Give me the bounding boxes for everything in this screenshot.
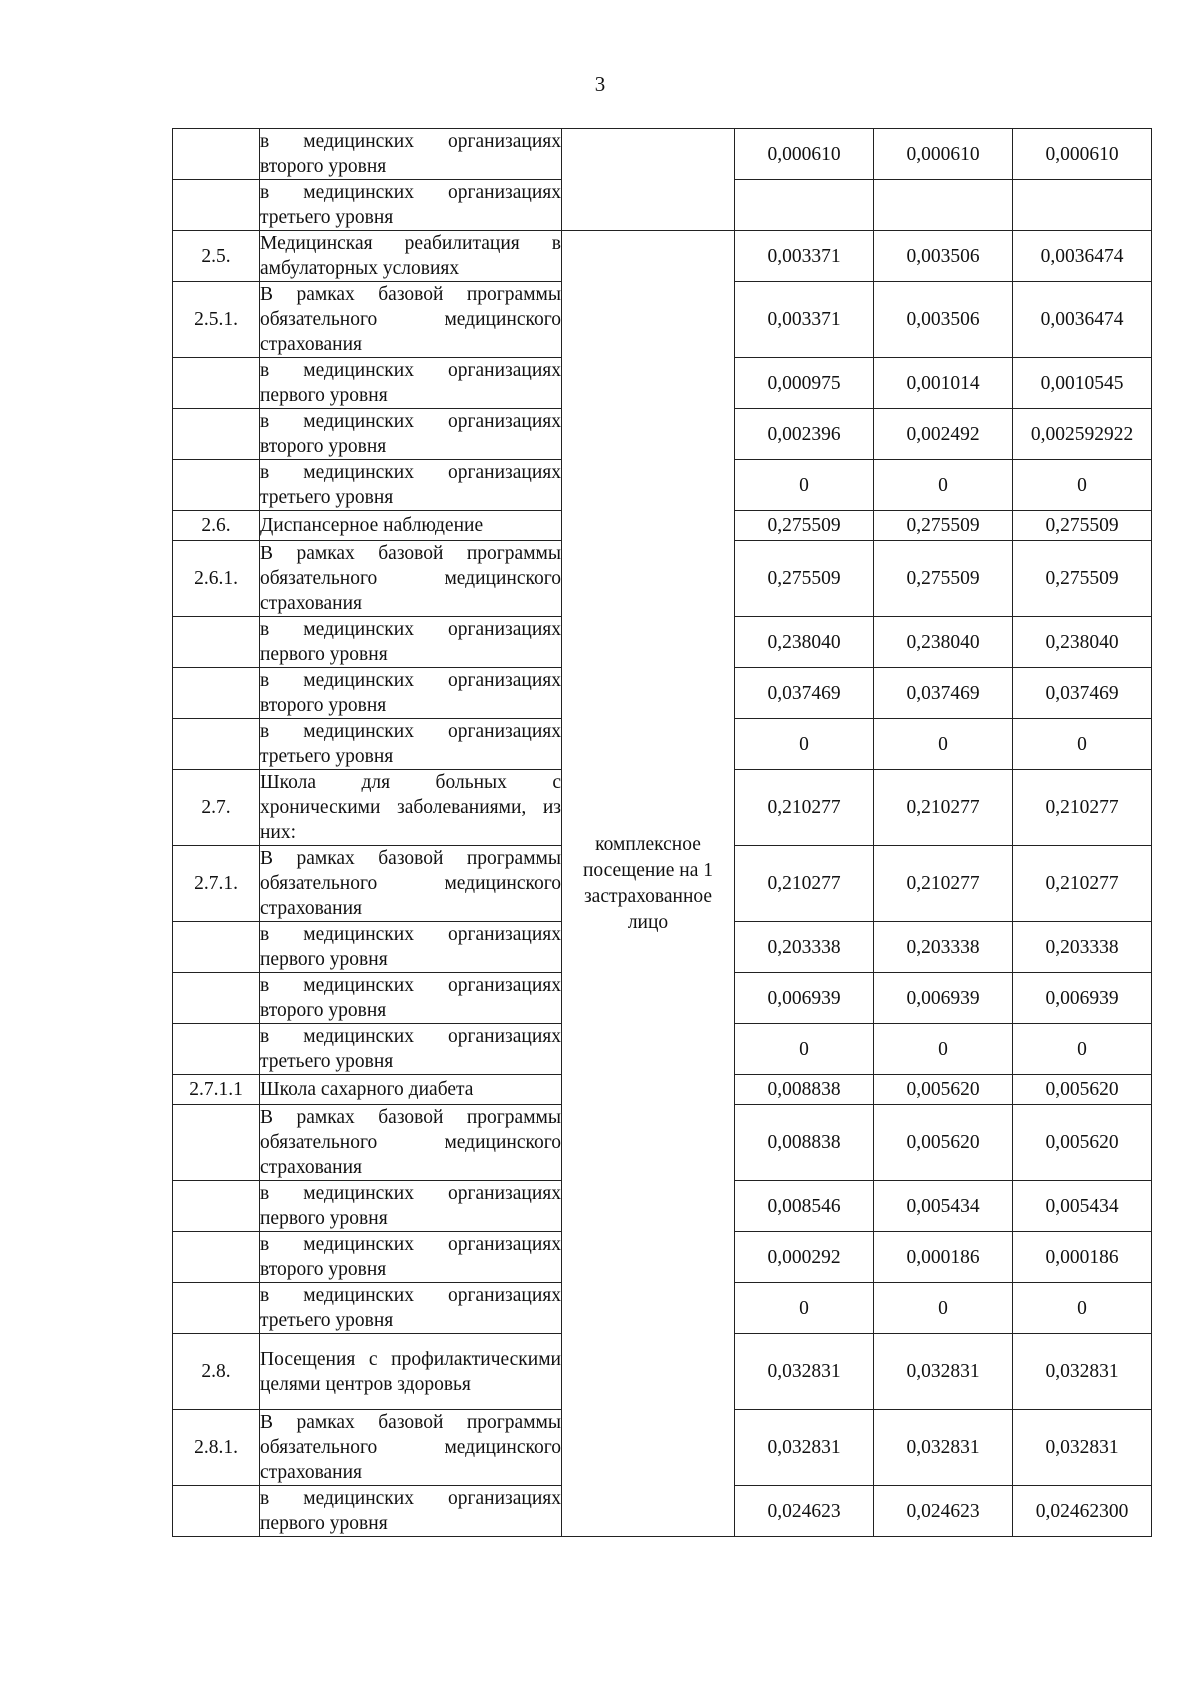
value-year-2: 0,024623 xyxy=(874,1486,1013,1537)
value-year-2: 0 xyxy=(874,1283,1013,1334)
value-year-3: 0,210277 xyxy=(1013,846,1152,922)
value-year-2: 0 xyxy=(874,719,1013,770)
unit-cell-empty xyxy=(562,129,735,231)
value-year-1: 0,032831 xyxy=(735,1334,874,1410)
row-number xyxy=(173,409,260,460)
value-year-3: 0,203338 xyxy=(1013,922,1152,973)
row-number xyxy=(173,668,260,719)
value-year-3: 0,006939 xyxy=(1013,973,1152,1024)
row-name: Школа сахарного диабета xyxy=(260,1075,562,1105)
row-number: 2.5.1. xyxy=(173,282,260,358)
value-year-1: 0 xyxy=(735,1283,874,1334)
value-year-2: 0,210277 xyxy=(874,770,1013,846)
value-year-1: 0,203338 xyxy=(735,922,874,973)
value-year-2: 0,003506 xyxy=(874,282,1013,358)
value-year-2: 0,005434 xyxy=(874,1181,1013,1232)
row-number xyxy=(173,1181,260,1232)
page-number: 3 xyxy=(594,72,606,96)
row-name: в медицинских организациях первого уровня xyxy=(260,617,562,668)
value-year-2: 0,203338 xyxy=(874,922,1013,973)
row-name: в медицинских организациях первого уровня xyxy=(260,1181,562,1232)
row-name: в медицинских организациях первого уровня xyxy=(260,358,562,409)
value-year-2: 0,238040 xyxy=(874,617,1013,668)
value-year-2: 0,000186 xyxy=(874,1232,1013,1283)
value-year-1: 0,006939 xyxy=(735,973,874,1024)
value-year-1: 0,275509 xyxy=(735,511,874,541)
value-year-3: 0,005434 xyxy=(1013,1181,1152,1232)
value-year-3: 0,005620 xyxy=(1013,1075,1152,1105)
value-year-3: 0,032831 xyxy=(1013,1334,1152,1410)
row-name: в медицинских организациях третьего уровня xyxy=(260,719,562,770)
value-year-1: 0,000975 xyxy=(735,358,874,409)
value-year-1: 0,032831 xyxy=(735,1410,874,1486)
value-year-3: 0,275509 xyxy=(1013,511,1152,541)
value-year-3: 0,002592922 xyxy=(1013,409,1152,460)
row-name: в медицинских организациях второго уровня xyxy=(260,1232,562,1283)
row-name: В рамках базовой программы обязательного медицинского страхования xyxy=(260,846,562,922)
value-year-1: 0,210277 xyxy=(735,770,874,846)
row-name: В рамках базовой программы обязательного медицинского страхования xyxy=(260,1410,562,1486)
value-year-2: 0,003506 xyxy=(874,231,1013,282)
value-year-2: 0,002492 xyxy=(874,409,1013,460)
value-year-3: 0 xyxy=(1013,719,1152,770)
table-row xyxy=(173,231,1152,282)
row-number xyxy=(173,1024,260,1075)
value-year-3: 0,02462300 xyxy=(1013,1486,1152,1537)
value-year-3 xyxy=(1013,180,1152,231)
value-year-2: 0,275509 xyxy=(874,511,1013,541)
value-year-3: 0,210277 xyxy=(1013,770,1152,846)
row-name: В рамках базовой программы обязательного медицинского страхования xyxy=(260,541,562,617)
row-number xyxy=(173,719,260,770)
row-name: в медицинских организациях третьего уровня xyxy=(260,180,562,231)
row-number xyxy=(173,460,260,511)
row-number xyxy=(173,180,260,231)
unit-of-measure: комплексное посещение на 1 застрахованное лицо xyxy=(562,231,735,1537)
row-name: в медицинских организациях второго уровня xyxy=(260,409,562,460)
row-name: в медицинских организациях второго уровня xyxy=(260,129,562,180)
value-year-3: 0,000610 xyxy=(1013,129,1152,180)
value-year-1: 0 xyxy=(735,460,874,511)
standards-table xyxy=(172,128,1152,1537)
value-year-2: 0,210277 xyxy=(874,846,1013,922)
value-year-3: 0 xyxy=(1013,460,1152,511)
row-name: в медицинских организациях второго уровня xyxy=(260,973,562,1024)
value-year-1: 0 xyxy=(735,719,874,770)
row-name: в медицинских организациях третьего уровня xyxy=(260,1024,562,1075)
row-number xyxy=(173,922,260,973)
value-year-2: 0,275509 xyxy=(874,541,1013,617)
row-name: Школа для больных с хроническими заболеваниями, из них: xyxy=(260,770,562,846)
row-number xyxy=(173,1105,260,1181)
value-year-1: 0,003371 xyxy=(735,282,874,358)
row-number: 2.7. xyxy=(173,770,260,846)
value-year-2: 0,032831 xyxy=(874,1334,1013,1410)
row-number: 2.7.1.1 xyxy=(173,1075,260,1105)
table-row xyxy=(173,129,1152,180)
row-name: в медицинских организациях третьего уровня xyxy=(260,1283,562,1334)
value-year-2 xyxy=(874,180,1013,231)
value-year-1: 0,008838 xyxy=(735,1105,874,1181)
value-year-1: 0,003371 xyxy=(735,231,874,282)
row-name: в медицинских организациях первого уровня xyxy=(260,1486,562,1537)
value-year-2: 0,000610 xyxy=(874,129,1013,180)
value-year-2: 0 xyxy=(874,460,1013,511)
value-year-2: 0,006939 xyxy=(874,973,1013,1024)
value-year-1: 0,037469 xyxy=(735,668,874,719)
value-year-3: 0,000186 xyxy=(1013,1232,1152,1283)
value-year-2: 0,032831 xyxy=(874,1410,1013,1486)
value-year-1: 0,008546 xyxy=(735,1181,874,1232)
value-year-3: 0 xyxy=(1013,1024,1152,1075)
row-name: в медицинских организациях второго уровня xyxy=(260,668,562,719)
value-year-3: 0,032831 xyxy=(1013,1410,1152,1486)
row-name: В рамках базовой программы обязательного медицинского страхования xyxy=(260,1105,562,1181)
value-year-1: 0,238040 xyxy=(735,617,874,668)
value-year-3: 0,037469 xyxy=(1013,668,1152,719)
row-number xyxy=(173,617,260,668)
value-year-1: 0,002396 xyxy=(735,409,874,460)
row-number xyxy=(173,129,260,180)
value-year-3: 0,0036474 xyxy=(1013,231,1152,282)
row-name: Посещения с профилактическими целями центров здоровья xyxy=(260,1334,562,1410)
value-year-2: 0 xyxy=(874,1024,1013,1075)
value-year-1: 0,000292 xyxy=(735,1232,874,1283)
value-year-1: 0,024623 xyxy=(735,1486,874,1537)
value-year-2: 0,001014 xyxy=(874,358,1013,409)
row-number xyxy=(173,973,260,1024)
row-number xyxy=(173,1283,260,1334)
value-year-1: 0 xyxy=(735,1024,874,1075)
value-year-3: 0,238040 xyxy=(1013,617,1152,668)
value-year-1: 0,000610 xyxy=(735,129,874,180)
row-number xyxy=(173,1232,260,1283)
row-number: 2.8. xyxy=(173,1334,260,1410)
row-number: 2.6.1. xyxy=(173,541,260,617)
value-year-1: 0,210277 xyxy=(735,846,874,922)
value-year-3: 0,0036474 xyxy=(1013,282,1152,358)
value-year-3: 0,275509 xyxy=(1013,541,1152,617)
value-year-1: 0,275509 xyxy=(735,541,874,617)
row-number xyxy=(173,358,260,409)
value-year-1 xyxy=(735,180,874,231)
value-year-3: 0 xyxy=(1013,1283,1152,1334)
value-year-3: 0,0010545 xyxy=(1013,358,1152,409)
row-number: 2.7.1. xyxy=(173,846,260,922)
value-year-2: 0,037469 xyxy=(874,668,1013,719)
row-number: 2.6. xyxy=(173,511,260,541)
row-name: Диспансерное наблюдение xyxy=(260,511,562,541)
row-number: 2.5. xyxy=(173,231,260,282)
row-number: 2.8.1. xyxy=(173,1410,260,1486)
row-name: в медицинских организациях третьего уровня xyxy=(260,460,562,511)
value-year-2: 0,005620 xyxy=(874,1105,1013,1181)
value-year-2: 0,005620 xyxy=(874,1075,1013,1105)
row-name: В рамках базовой программы обязательного медицинского страхования xyxy=(260,282,562,358)
row-name: Медицинская реабилитация в амбулаторных условиях xyxy=(260,231,562,282)
value-year-3: 0,005620 xyxy=(1013,1105,1152,1181)
row-number xyxy=(173,1486,260,1537)
row-name: в медицинских организациях первого уровня xyxy=(260,922,562,973)
value-year-1: 0,008838 xyxy=(735,1075,874,1105)
